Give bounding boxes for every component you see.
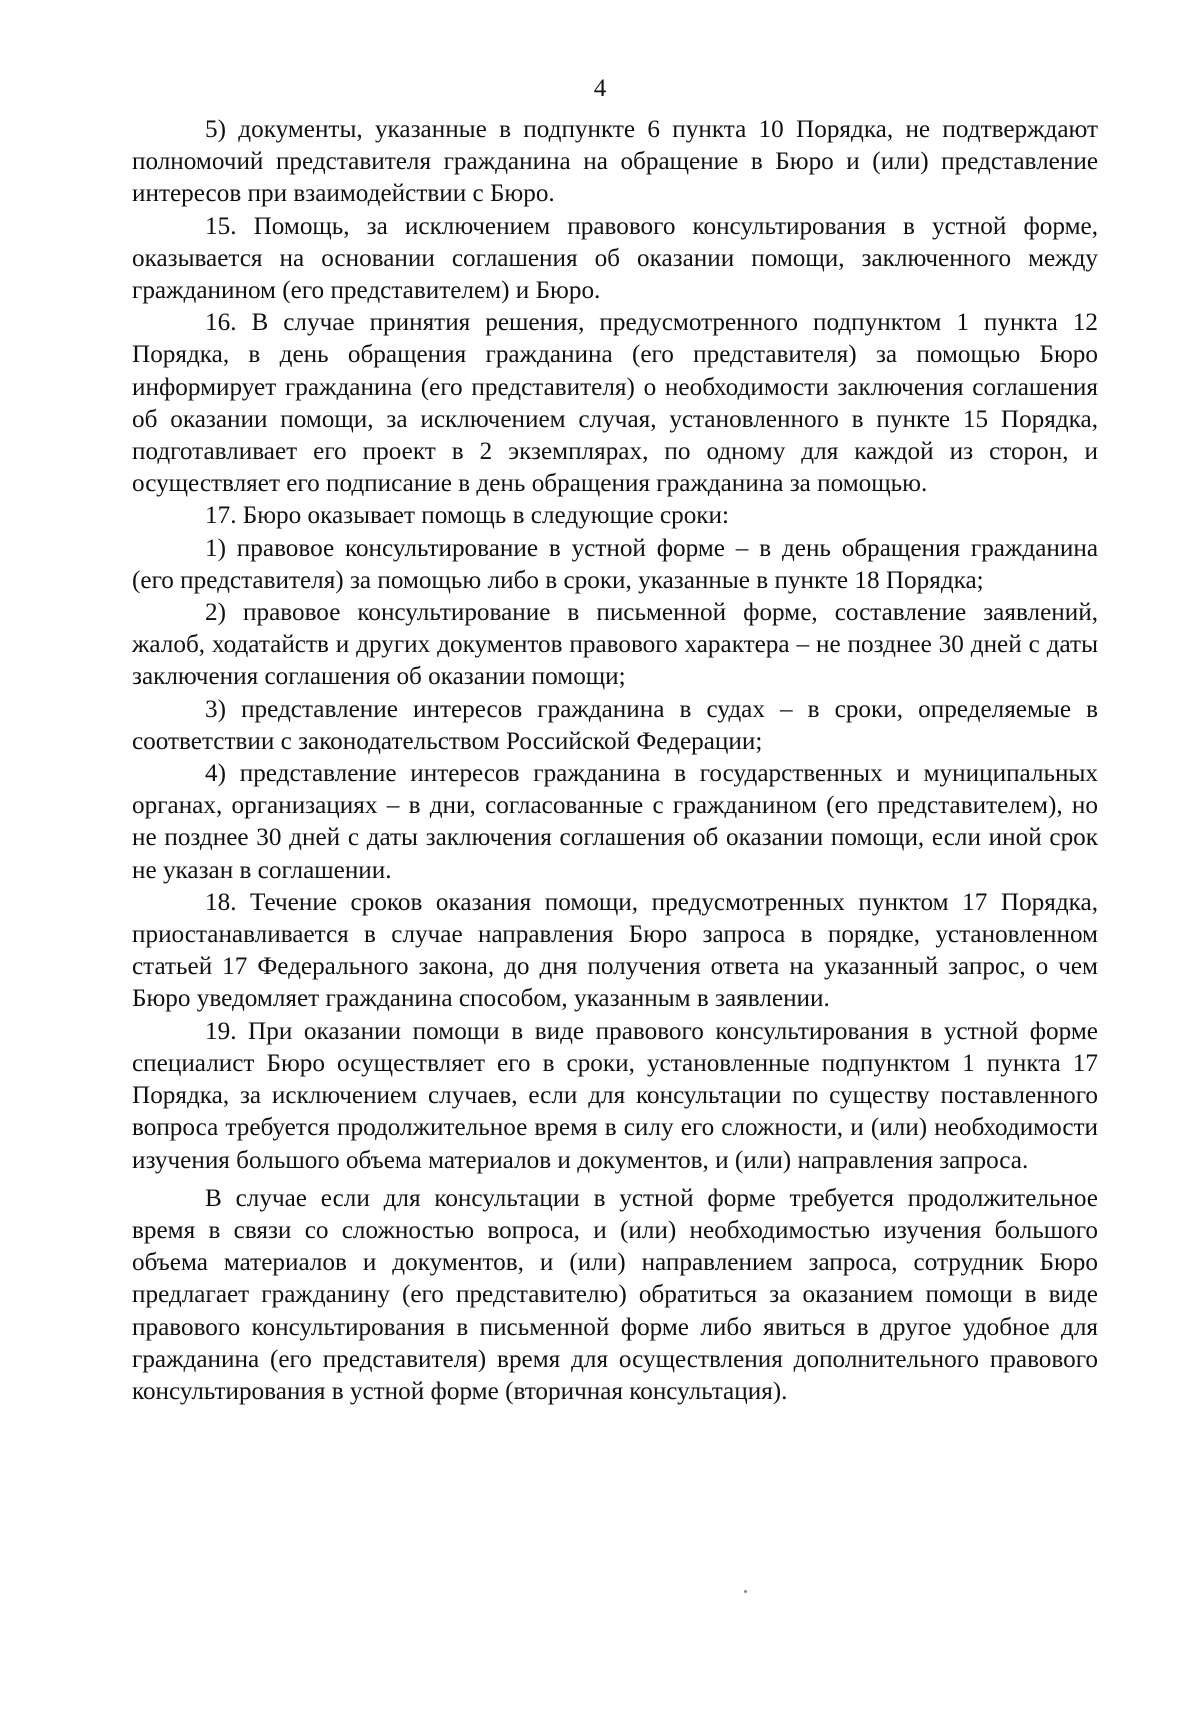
paragraph-18: 18. Течение сроков оказания помощи, предусмотренных пунктом 17 Порядка, приостанавливается в случае направления Бюро запроса в порядке, установленном статьей 17 Федерального закона, до дня получения ответа на указанный запрос, о чем Бюро уведомляет гражданина способом, указанным в заявлении. <box>132 888 1098 1013</box>
paragraph-17-subitem-4: 4) представление интересов гражданина в государственных и муниципальных органах, организациях – в дни, согласованные с гражданином (его представителем), но не позднее 30 дней с даты заключения соглашения об оказании помощи, если иной срок не указан в соглашении. <box>132 760 1098 884</box>
paragraph-17: 17. Бюро оказывает помощь в следующие сроки: <box>205 502 730 530</box>
paragraph-15: 15. Помощь, за исключением правового консультирования в устной форме, оказывается на основании соглашения об оказании помощи, заключенного между гражданином (его представителем) и Бюро. <box>132 212 1098 305</box>
paragraph-17-subitem-3: 3) представление интересов гражданина в судах – в сроки, определяемые в соответствии с законодательством Российской Федерации; <box>132 695 1098 755</box>
paragraph-16: 16. В случае принятия решения, предусмотренного подпунктом 1 пункта 12 Порядка, в день обращения гражданина (его представителя) за помощью Бюро информирует гражданина (его представителя) о необходимости заключения соглашения об оказании помощи, за исключением случая, установленного в пункте 15 Порядка, подготавливает его проект в 2 экземплярах, по одному для каждой из сторон, и осуществляет его подписание в день обращения гражданина за помощью. <box>132 309 1098 498</box>
paragraph-19: 19. При оказании помощи в виде правового консультирования в устной форме специалист Бюро осуществляет его в сроки, установленные подпунктом 1 пункта 17 Порядка, за исключением случаев, если для консультации по существу поставленного вопроса требуется продолжительное время в силу его сложности, и (или) необходимости изучения большого объема материалов и документов, и (или) направления запроса. <box>132 1017 1098 1174</box>
document-body <box>132 114 1098 1408</box>
paragraph-19-continuation: В случае если для консультации в устной форме требуется продолжительное время в связи со сложностью вопроса, и (или) необходимостью изучения большого объема материалов и документов, и (или) направлением запроса, сотрудник Бюро предлагает гражданину (его представителю) обратиться за оказанием помощи в виде правового консультирования в письменной форме либо явиться в другое удобное для гражданина (его представителя) время для осуществления дополнительного правового консультирования в устной форме (вторичная консультация). <box>132 1184 1098 1405</box>
scan-speck <box>744 1590 747 1593</box>
paragraph-17-subitem-1: 1) правовое консультирование в устной форме – в день обращения гражданина (его представителя) за помощью либо в сроки, указанные в пункте 18 Порядка; <box>132 534 1098 594</box>
paragraph-17-subitem-2: 2) правовое консультирование в письменной форме, составление заявлений, жалоб, ходатайств и других документов правового характера – не позднее 30 дней с даты заключения соглашения об оказании помощи; <box>132 599 1098 691</box>
page-number: 4 <box>593 75 607 102</box>
paragraph-subitem-5: 5) документы, указанные в подпункте 6 пункта 10 Порядка, не подтверждают полномочий представителя гражданина на обращение в Бюро и (или) представление интересов при взаимодействии с Бюро. <box>132 116 1098 208</box>
